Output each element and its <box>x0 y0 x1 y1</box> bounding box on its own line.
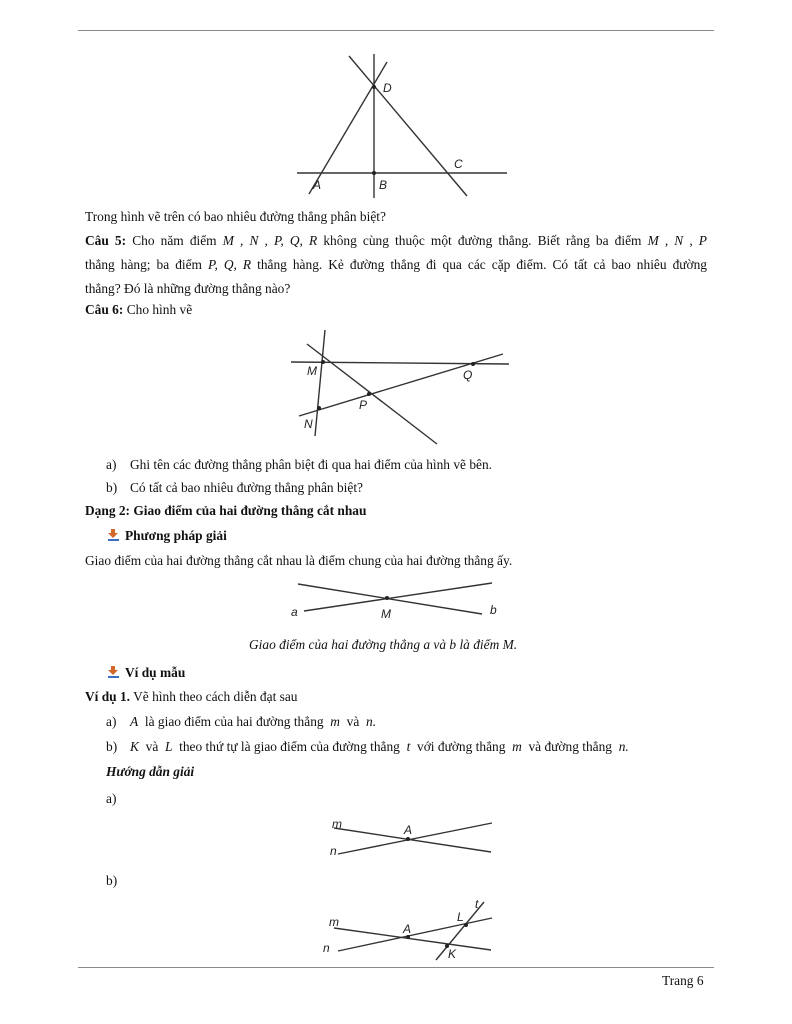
q5-text: thẳng hàng; ba điểm <box>85 257 202 272</box>
label-m-line: m <box>332 817 342 831</box>
footer-rule <box>78 967 714 968</box>
ex1-item-a <box>106 713 376 730</box>
math: t <box>406 739 411 754</box>
q5-line2 <box>85 256 707 273</box>
ex1-label: Ví dụ 1. <box>85 689 131 704</box>
label-m: M <box>307 364 317 378</box>
item-text: Ghi tên các đường thẳng phân biệt đi qua hai điểm của hình vẽ bên. <box>130 457 493 472</box>
example-title: Ví dụ mẫu <box>125 665 186 680</box>
label-b-line: b <box>490 603 497 617</box>
label-a-point: A <box>403 922 412 936</box>
item-text: và đường thẳng <box>528 739 612 754</box>
math: K <box>130 739 139 754</box>
q4-question: Trong hình vẽ trên có bao nhiêu đường thẳng phân biệt? <box>85 209 386 224</box>
figure-intersect-mnt <box>316 896 498 962</box>
q5-text: thẳng hàng. Kẻ đường thẳng đi qua các cặp điểm. Có tất cả bao nhiêu đường <box>257 257 707 272</box>
header-rule <box>78 30 714 31</box>
solution-a-marker: a) <box>106 791 117 806</box>
q6-text: Cho hình vẽ <box>126 302 193 317</box>
figure-lines-mnpq <box>287 324 511 448</box>
label-d: D <box>383 81 392 95</box>
item-marker: a) <box>106 714 117 729</box>
label-c: C <box>454 157 463 171</box>
item-text: và <box>145 739 159 754</box>
figure-intersect-ab <box>286 578 504 626</box>
q5-points: P, Q, R <box>208 257 252 272</box>
q5-text: không cùng thuộc một đường thẳng. Biết rằng ba điểm <box>323 233 642 248</box>
label-m-point: M <box>381 607 391 621</box>
bullet-arrow-icon <box>108 665 119 677</box>
solution-b-marker: b) <box>106 873 118 888</box>
label-n-line: n <box>323 941 330 955</box>
math: n. <box>618 739 629 754</box>
q5-text: Cho năm điểm <box>132 233 217 248</box>
math: m <box>512 739 522 754</box>
label-n: N <box>304 417 313 431</box>
q5-points: M , N , P <box>647 233 707 248</box>
q5-line3: thẳng? Đó là những đường thẳng nào? <box>85 281 291 296</box>
method-title: Phương pháp giải <box>125 528 227 543</box>
q5-line1 <box>85 232 707 249</box>
q6-line <box>85 301 192 318</box>
label-l-point: L <box>457 910 464 924</box>
math: L <box>164 739 173 754</box>
label-n-line: n <box>330 844 337 858</box>
figure-intersect-mn <box>316 814 498 862</box>
q6-item-a <box>106 456 492 473</box>
item-text: theo thứ tự là giao điểm của đường thẳng <box>179 739 400 754</box>
q6-label: Câu 6: <box>85 302 124 317</box>
label-t-line: t <box>475 897 479 911</box>
label-a: A <box>313 178 322 192</box>
q5-points: M , N , P, Q, R <box>222 233 318 248</box>
label-m-line: m <box>329 915 339 929</box>
solution-title: Hướng dẫn giải <box>106 764 195 779</box>
q6-item-b <box>106 479 363 496</box>
item-text: là giao điểm của hai đường thẳng <box>144 714 324 729</box>
label-a-point: A <box>404 823 413 837</box>
figure-lines-abcd <box>287 52 511 200</box>
item-marker: b) <box>106 480 118 495</box>
bullet-arrow-icon <box>108 528 119 540</box>
example-heading <box>108 664 185 681</box>
label-b: B <box>379 178 388 192</box>
label-a-line: a <box>291 605 298 619</box>
item-marker: a) <box>106 457 117 472</box>
ex1-text: Vẽ hình theo cách diễn đạt sau <box>133 689 298 704</box>
label-k-point: K <box>448 947 457 961</box>
figure-caption: Giao điểm của hai đường thẳng a và b là điểm M. <box>249 637 518 652</box>
math: m <box>330 714 340 729</box>
label-q: Q <box>463 368 473 382</box>
math: n. <box>366 714 377 729</box>
ex1-item-b <box>106 738 629 755</box>
label-p: P <box>359 398 368 412</box>
item-text: và <box>346 714 360 729</box>
item-text: Có tất cả bao nhiêu đường thẳng phân biệt? <box>130 480 363 495</box>
method-text: Giao điểm của hai đường thẳng cắt nhau là điểm chung của hai đường thẳng ấy. <box>85 553 513 568</box>
item-marker: b) <box>106 739 118 754</box>
item-text: với đường thẳng <box>417 739 506 754</box>
method-heading <box>108 527 227 544</box>
section-title: Dạng 2: Giao điểm của hai đường thẳng cắt nhau <box>85 503 367 518</box>
ex1-line <box>85 688 298 705</box>
math: A <box>130 714 139 729</box>
q5-label: Câu 5: <box>85 233 127 248</box>
page-number: Trang 6 <box>662 973 704 988</box>
